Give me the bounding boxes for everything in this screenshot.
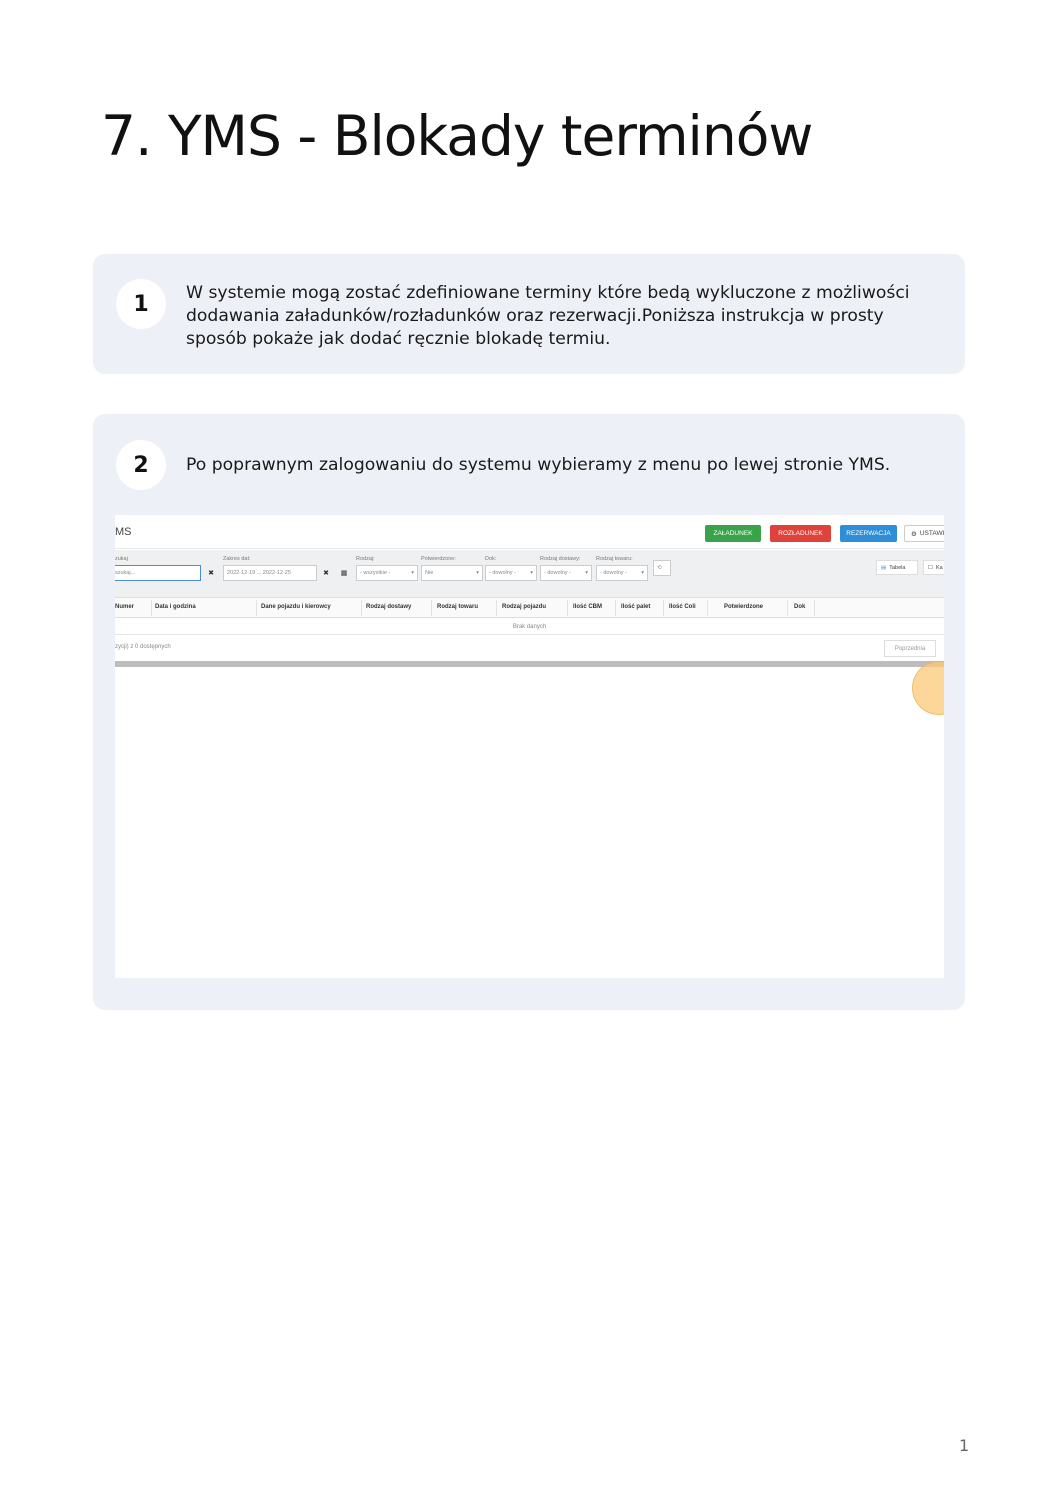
column-header[interactable]: Dok — [794, 604, 806, 610]
screenshot-app-name: MS — [115, 526, 132, 538]
column-divider — [814, 600, 815, 616]
column-header[interactable]: Rodzaj pojazdu — [502, 604, 546, 610]
chevron-down-icon: ▾ — [585, 570, 588, 576]
page-title: 7. YMS - Blokady terminów — [101, 104, 813, 168]
column-header[interactable]: Potwierdzone — [724, 604, 764, 610]
filter-label: Rodzaj: — [356, 556, 375, 562]
clear-icon[interactable]: ✖ — [208, 570, 214, 577]
step-description: Po poprawnym zalogowaniu do systemu wybieramy z menu po lewej stronie YMS. — [186, 455, 891, 475]
filter-label: Rodzaj dostawy: — [540, 556, 581, 562]
filter-label: zukaj — [115, 556, 128, 562]
chevron-down-icon: ▾ — [530, 570, 533, 576]
view-calendar-button[interactable] — [923, 560, 944, 575]
view-table-label: Tabela — [889, 564, 906, 571]
view-calendar-label: Ka — [935, 564, 943, 571]
pagination-info: zycji) z 0 dostępnych — [115, 644, 171, 650]
column-divider — [496, 600, 497, 616]
calendar-icon[interactable]: ▦ — [340, 570, 348, 577]
column-divider — [787, 600, 788, 616]
column-divider — [707, 600, 708, 616]
zaladunek-button[interactable]: ZAŁADUNEK — [705, 525, 761, 542]
column-divider — [663, 600, 664, 616]
column-divider — [567, 600, 568, 616]
column-divider — [615, 600, 616, 616]
empty-table-message: Brak danych — [115, 619, 944, 635]
goods-type-value: - dowolny - — [600, 570, 627, 576]
column-divider — [151, 600, 152, 616]
column-header[interactable]: Data i godzina — [155, 604, 196, 610]
chevron-down-icon: ▾ — [641, 570, 644, 576]
reset-filter-button[interactable] — [653, 560, 671, 576]
chevron-down-icon: ▾ — [476, 570, 479, 576]
table-header — [115, 598, 944, 618]
type-value: - wszystkie - — [360, 570, 391, 576]
type-select[interactable] — [356, 565, 418, 581]
table-icon: ▤ — [881, 564, 887, 571]
table-footer — [115, 636, 944, 660]
rezerwacja-button[interactable]: REZERWACJA — [840, 525, 897, 542]
ustawienia-label: USTAWI — [919, 530, 944, 537]
reset-icon: ⟲ — [657, 565, 662, 571]
search-placeholder: szukaj... — [115, 570, 136, 576]
date-range-value: 2022-12-19 ... 2022-12-25 — [227, 570, 291, 576]
goods-type-select[interactable] — [596, 565, 648, 581]
column-header[interactable]: Dane pojazdu i kierowcy — [261, 604, 331, 610]
rozladunek-button[interactable]: ROZŁADUNEK — [770, 525, 831, 542]
date-range-input[interactable] — [223, 565, 317, 581]
delivery-type-value: - dowolny - — [544, 570, 571, 576]
clear-icon[interactable]: ✖ — [323, 570, 329, 577]
ustawienia-button[interactable] — [904, 525, 944, 542]
click-highlight — [912, 661, 944, 715]
column-header[interactable]: Numer — [115, 604, 135, 610]
column-divider — [256, 600, 257, 616]
filter-bar — [115, 550, 944, 598]
gear-icon: ⚙ — [911, 530, 917, 538]
filter-label: Rodzaj towaru: — [596, 556, 633, 562]
calendar-icon: ☐ — [928, 564, 933, 571]
column-header[interactable]: Ilość CBM — [573, 604, 603, 610]
confirmed-select[interactable] — [421, 565, 483, 581]
dock-select[interactable] — [485, 565, 537, 581]
confirmed-value: Nie — [425, 570, 434, 576]
filter-label: Dok: — [485, 556, 497, 562]
delivery-type-select[interactable] — [540, 565, 592, 581]
filter-label: Zakres dat: — [223, 556, 251, 562]
search-input[interactable] — [115, 565, 201, 581]
dock-value: - dowolny - — [489, 570, 516, 576]
column-header[interactable]: Ilość palet — [621, 604, 651, 610]
column-header[interactable]: Rodzaj dostawy — [366, 604, 412, 610]
step-number-badge: 1 — [116, 279, 166, 329]
column-divider — [361, 600, 362, 616]
column-divider — [431, 600, 432, 616]
horizontal-scrollbar[interactable] — [115, 661, 944, 667]
yms-screenshot — [115, 515, 944, 978]
view-table-button[interactable] — [876, 560, 918, 575]
previous-page-button[interactable]: Poprzednia — [884, 640, 936, 657]
step-description: W systemie mogą zostać zdefiniowane terminy które bedą wykluczone z możliwości dodawania załadunków/rozładunków oraz rezerwacji.Poniższa instrukcja w prosty sposób pokaże jak dodać ręcznie blokadę termiu. — [186, 283, 910, 349]
filter-label: Potwierdzone: — [421, 556, 456, 562]
step-number-badge: 2 — [116, 440, 166, 490]
page-number: 1 — [959, 1436, 970, 1455]
step-card-2 — [93, 414, 965, 1010]
chevron-down-icon: ▾ — [411, 570, 414, 576]
screenshot-topbar — [115, 515, 944, 549]
column-header[interactable]: Rodzaj towaru — [437, 604, 479, 610]
step-card-1 — [93, 254, 965, 374]
column-header[interactable]: Ilość Coli — [669, 604, 696, 610]
